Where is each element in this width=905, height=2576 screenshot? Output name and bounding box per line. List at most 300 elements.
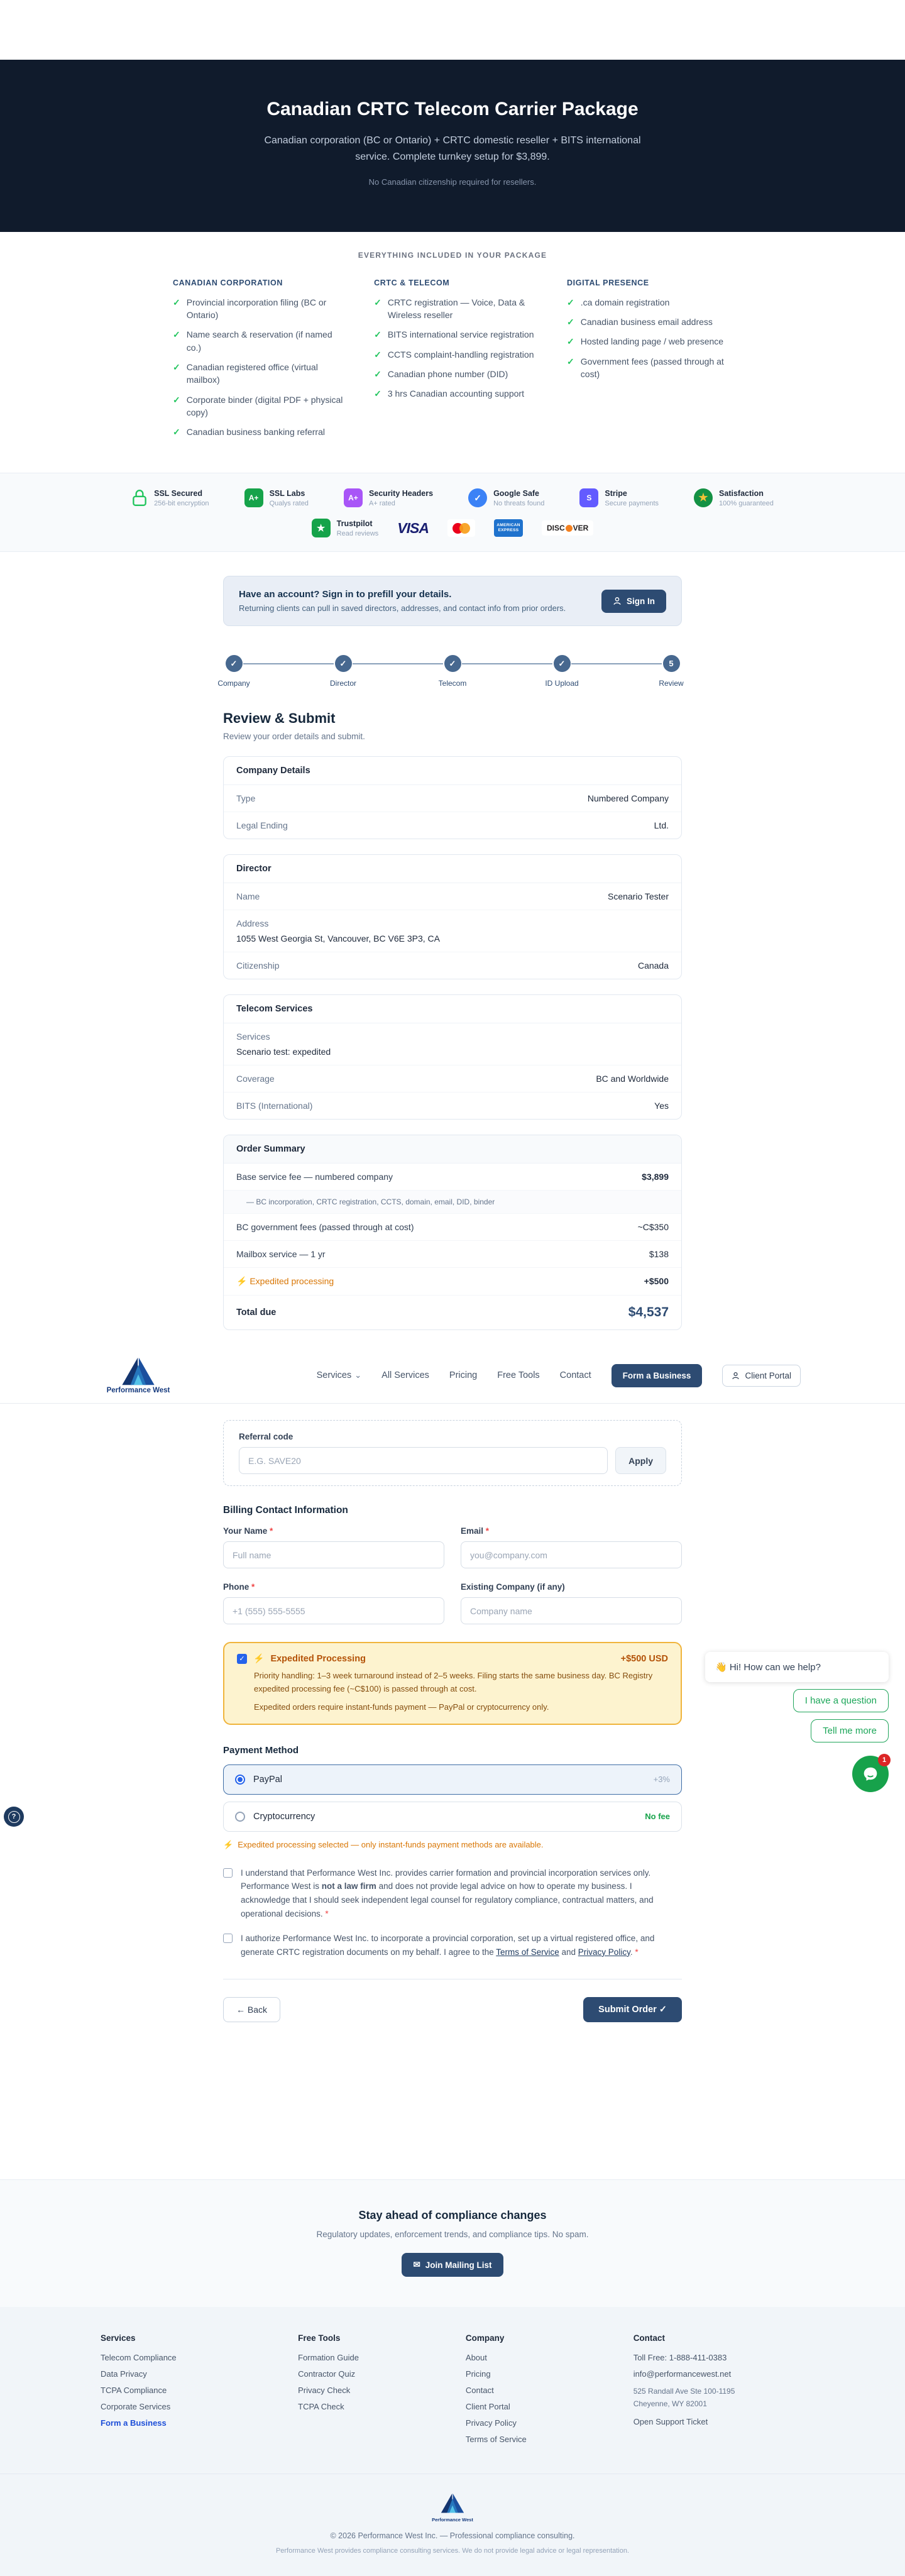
step-director[interactable] (330, 655, 357, 688)
mailing-title: Stay ahead of compliance changes (358, 2209, 547, 2222)
list-item-text: 3 hrs Canadian accounting support (387, 388, 524, 399)
list-item (567, 335, 732, 348)
payment-option-crypto[interactable] (223, 1802, 682, 1832)
step-circle: ✓ (226, 655, 243, 672)
badge-sub: Read reviews (336, 529, 379, 537)
footer-brand-name: Performance West (432, 2517, 473, 2523)
nav-label: Pricing (449, 1370, 478, 1381)
lightning-icon: ⚡ (236, 1276, 248, 1287)
required-asterisk: * (325, 1908, 329, 1918)
nav-label: All Services (381, 1370, 429, 1381)
hero-section (0, 60, 905, 232)
ack-text (241, 1866, 682, 1920)
payment-option-label: PayPal (253, 1774, 282, 1785)
trust-badges-row (0, 488, 905, 507)
trust-strip (0, 473, 905, 552)
field-label (461, 1526, 682, 1536)
summary-total-row (224, 1296, 681, 1329)
row-label: Address (236, 918, 269, 929)
chat-quick-reply-question[interactable]: I have a question (793, 1689, 889, 1712)
apply-referral-button[interactable]: Apply (615, 1447, 666, 1474)
row-label: Base service fee — numbered company (236, 1172, 393, 1182)
expedited-payment-note: Expedited orders require instant-funds payment — PayPal or cryptocurrency only. (254, 1702, 549, 1712)
detail-row (224, 910, 681, 952)
expedited-title-row (237, 1653, 668, 1664)
footer-copyright: © 2026 Performance West Inc. — Professional compliance consulting. (330, 2531, 575, 2541)
signin-title: Have an account? Sign in to prefill your details. (239, 589, 452, 600)
step-connector (353, 663, 443, 664)
included-col-digital (567, 278, 732, 446)
row-label: BITS (International) (236, 1101, 313, 1111)
row-value: BC and Worldwide (596, 1074, 669, 1084)
lightning-icon: ⚡ (253, 1653, 265, 1664)
detail-row (224, 883, 681, 910)
badge-satisfaction (694, 488, 774, 507)
trustpilot-icon: ★ (312, 519, 331, 537)
detail-row (224, 812, 681, 839)
badge-name: SSL Labs (269, 488, 305, 498)
ack-text-bold: not a law firm (321, 1881, 376, 1891)
footer-link-contractor-quiz[interactable]: Contractor Quiz (298, 2369, 356, 2379)
badge-sub: Qualys rated (269, 499, 309, 507)
list-item (567, 296, 732, 309)
included-col-title: DIGITAL PRESENCE (567, 278, 649, 287)
list-item-text: CRTC registration — Voice, Data & Wireless reseller (387, 297, 525, 321)
list-item (173, 426, 346, 438)
included-col-corporation (173, 278, 346, 446)
site-navbar (0, 1348, 905, 1404)
ack-text-part: I understand that Performance West Inc. provides carrier formation and provincial incorporation services only. Performance West is (241, 1868, 651, 1891)
list-item (173, 296, 346, 322)
included-col-telecom (374, 278, 539, 446)
summary-row-expedited (224, 1268, 681, 1296)
row-value: $138 (649, 1249, 669, 1260)
badge-google-safe (468, 488, 544, 507)
discover-logo (542, 520, 593, 536)
payment-restriction-note (223, 1840, 682, 1850)
check-icon: ✓ (567, 317, 574, 328)
field-label (223, 1582, 444, 1592)
expedited-processing-box (223, 1642, 682, 1724)
payment-option-paypal[interactable] (223, 1764, 682, 1795)
row-value: Numbered Company (587, 793, 669, 804)
card-title: Director (224, 855, 681, 883)
step-circle: 5 (663, 655, 680, 672)
field-label-text: Phone (223, 1582, 250, 1592)
chat-launcher-button[interactable] (852, 1756, 889, 1792)
required-asterisk: * (635, 1947, 639, 1957)
footer-link-pricing[interactable]: Pricing (465, 2369, 491, 2379)
director-card (223, 854, 682, 979)
nav-item-free-tools[interactable] (497, 1370, 539, 1380)
footer-link-tcpa-compliance[interactable]: TCPA Compliance (101, 2386, 167, 2396)
footer-address (634, 2386, 804, 2409)
row-label: Legal Ending (236, 820, 288, 831)
list-item-text: Provincial incorporation filing (BC or Ontario) (186, 297, 327, 321)
summary-base-note: — BC incorporation, CRTC registration, CCTS, domain, email, DID, binder (224, 1191, 681, 1214)
privacy-policy-link[interactable]: Privacy Policy (578, 1947, 630, 1957)
footer-email-link[interactable]: info@performancewest.net (633, 2369, 732, 2379)
footer-link-client-portal[interactable]: Client Portal (465, 2402, 510, 2412)
step-company[interactable] (217, 655, 250, 688)
footer-link-privacy-policy[interactable]: Privacy Policy (465, 2418, 517, 2428)
included-col-title: CRTC & TELECOM (374, 278, 450, 287)
row-value: Ltd. (654, 820, 669, 831)
badge-security-headers (344, 488, 433, 507)
visa-logo: VISA (397, 519, 429, 536)
footer-link-tcpa-check[interactable]: TCPA Check (298, 2402, 344, 2412)
expedited-description: Priority handling: 1–3 week turnaround instead of 2–5 weeks. Filing starts the same business day. BC Registry expedited processing fee (~C$100) is passed through at cost. (254, 1671, 653, 1693)
summary-row-gov-fees (224, 1214, 681, 1241)
step-connector (571, 663, 662, 664)
list-item-text: BITS international service registration (387, 329, 534, 340)
google-safe-badge-icon: ✓ (468, 488, 487, 507)
satisfaction-badge-icon: ★ (694, 488, 713, 507)
referral-code-input[interactable] (239, 1447, 608, 1474)
footer-col-title: Contact (633, 2333, 665, 2343)
check-icon: ✓ (173, 329, 180, 340)
footer-disclaimer: Performance West provides compliance consulting services. We do not provide legal advice or legal representation. (275, 2547, 630, 2555)
row-value: $3,899 (642, 1172, 669, 1182)
badge-name: Stripe (605, 488, 627, 498)
telecom-services-card (223, 994, 682, 1120)
check-icon: ✓ (173, 361, 180, 372)
list-item (567, 355, 732, 381)
row-label: Type (236, 793, 256, 804)
check-icon: ✓ (374, 297, 381, 307)
detail-row (224, 1023, 681, 1065)
list-item-text: Government fees (passed through at cost) (580, 356, 724, 379)
list-item (374, 387, 539, 400)
expedited-title: Expedited Processing (270, 1653, 366, 1664)
footer-link-corporate-services[interactable]: Corporate Services (101, 2402, 171, 2412)
billing-form-grid (223, 1526, 682, 1624)
check-icon: ✓ (173, 297, 180, 307)
discover-dot (566, 525, 573, 532)
brand-name: Performance West (106, 1386, 170, 1394)
row-label: Services (236, 1032, 270, 1042)
step-connector (462, 663, 552, 664)
phone-input[interactable] (223, 1597, 444, 1624)
payment-fee: +3% (653, 1775, 670, 1785)
email-input[interactable] (461, 1541, 682, 1568)
chat-quick-reply-more[interactable]: Tell me more (811, 1719, 889, 1742)
mail-icon: ✉ (413, 2260, 420, 2270)
badge-trustpilot[interactable] (312, 519, 379, 537)
footer-open-support-ticket-link[interactable]: Open Support Ticket (633, 2416, 708, 2426)
person-icon (732, 1372, 740, 1380)
footer-link-privacy-check[interactable]: Privacy Check (298, 2386, 351, 2396)
performance-west-logo-icon (440, 2493, 465, 2514)
terms-of-service-link[interactable]: Terms of Service (496, 1947, 559, 1957)
mastercard-logo (447, 519, 475, 537)
card-title: Order Summary (224, 1135, 681, 1164)
amex-text: AMERICAN (496, 523, 520, 528)
detail-row (224, 1093, 681, 1119)
ack-text-part: and does not provide legal advice on how to operate my business. I acknowledge that I should seek independent legal counsel for regulatory compliance, contractual matters, and operational decisions. (241, 1881, 654, 1918)
footer-link-about[interactable]: About (465, 2353, 487, 2363)
portal-label: Client Portal (745, 1370, 791, 1380)
footer-col-contact (634, 2333, 804, 2451)
check-icon: ✓ (567, 356, 574, 366)
question-icon: ? (8, 1811, 20, 1823)
acknowledgement-authorize (223, 1932, 682, 1959)
required-asterisk: * (251, 1582, 255, 1592)
lock-icon (131, 488, 148, 507)
detail-row (224, 785, 681, 812)
navbar-inner (104, 1348, 801, 1403)
nav-item-contact[interactable] (560, 1370, 591, 1380)
signin-text (239, 589, 566, 613)
badge-sub: 256-bit encryption (154, 499, 209, 507)
included-section (0, 232, 905, 473)
list-item-text: Canadian phone number (DID) (387, 368, 508, 379)
nav-links (317, 1364, 801, 1387)
hero-subtitle: Canadian corporation (BC or Ontario) + CRTC domestic reseller + BITS international service. Complete turnkey setup for $3,899. (264, 135, 641, 163)
radio-icon (235, 1812, 245, 1822)
expedited-label: Expedited processing (250, 1276, 334, 1287)
top-spacer (0, 0, 905, 60)
progress-stepper (217, 655, 684, 688)
badge-name: SSL Secured (154, 488, 202, 498)
back-button[interactable]: ← Back (223, 1997, 280, 2022)
step-label: ID Upload (545, 679, 579, 688)
mailing-list-section (0, 2179, 905, 2307)
referral-row (239, 1447, 666, 1474)
brand-logo[interactable] (104, 1357, 172, 1394)
form-a-business-button[interactable] (612, 1364, 703, 1387)
check-icon: ✓ (374, 329, 381, 340)
row-value: 1055 West Georgia St, Vancouver, BC V6E 3P3, CA (236, 933, 440, 944)
required-asterisk: * (270, 1526, 273, 1536)
row-label: Name (236, 891, 260, 902)
detail-row (224, 1065, 681, 1093)
field-label (461, 1582, 682, 1592)
row-label (236, 1276, 334, 1287)
check-icon: ✓ (567, 297, 574, 307)
row-label: Citizenship (236, 960, 280, 971)
step-telecom[interactable] (438, 655, 467, 688)
field-label-text: Email (461, 1526, 484, 1536)
footer-col-title: Company (465, 2333, 505, 2343)
step-circle: ✓ (444, 655, 461, 672)
required-asterisk: * (485, 1526, 490, 1536)
detail-row (224, 952, 681, 979)
badge-stripe (579, 488, 659, 507)
footer-columns (101, 2333, 804, 2451)
sign-in-label: Sign In (627, 596, 655, 606)
signin-subtitle: Returning clients can pull in saved directors, addresses, and contact info from prior orders. (239, 603, 566, 614)
radio-selected-icon (235, 1775, 245, 1785)
nav-item-services[interactable]: Services ⌄ (316, 1370, 362, 1381)
list-item-text: Canadian registered office (virtual mailbox) (186, 361, 318, 385)
list-item (173, 361, 346, 387)
security-headers-badge-icon: A+ (344, 488, 363, 507)
list-item-text: Name search & reservation (if named co.) (186, 329, 332, 353)
footer-address-line1: 525 Randall Ave Ste 100-1195 (633, 2387, 735, 2396)
chat-unread-badge: 1 (878, 1754, 891, 1766)
list-item (173, 328, 346, 354)
step-review[interactable] (659, 655, 684, 688)
cta-label: Form a Business (622, 1370, 691, 1380)
footer (0, 2307, 905, 2576)
sign-in-button[interactable] (601, 590, 666, 613)
signin-banner (223, 576, 682, 626)
referral-box (223, 1420, 682, 1486)
included-col-title: CANADIAN CORPORATION (173, 278, 283, 287)
row-value: ~C$350 (637, 1222, 669, 1233)
hero-title: Canadian CRTC Telecom Carrier Package (266, 99, 639, 119)
footer-col-free-tools (298, 2333, 447, 2451)
billing-heading: Billing Contact Information (223, 1505, 348, 1516)
step-circle: ✓ (554, 655, 571, 672)
step-label: Director (330, 679, 357, 688)
lightning-icon: ⚡ (223, 1839, 234, 1849)
step-connector (243, 663, 334, 664)
payment-option-label: Cryptocurrency (253, 1811, 315, 1822)
order-summary-card (223, 1135, 682, 1330)
ack-text-part: and (559, 1947, 578, 1957)
existing-company-input[interactable] (461, 1597, 682, 1624)
form-actions (223, 1979, 682, 2022)
list-item (567, 316, 732, 328)
step-label: Company (217, 679, 250, 688)
field-label (223, 1526, 444, 1536)
stripe-badge-icon: S (579, 488, 598, 507)
page-subtitle: Review your order details and submit. (223, 732, 365, 742)
list-item (374, 296, 539, 322)
footer-col-services (101, 2333, 279, 2451)
badge-sub: A+ rated (368, 499, 395, 507)
footer-link-form-a-business[interactable]: Form a Business (101, 2418, 167, 2428)
ack-text-part: . (630, 1947, 635, 1957)
payment-logos-row (0, 519, 905, 537)
footer-link-formation-guide[interactable]: Formation Guide (298, 2353, 359, 2363)
payment-note-text: Expedited processing selected — only instant-funds payment methods are available. (238, 1840, 544, 1850)
footer-col-title: Services (101, 2333, 136, 2343)
payment-fee: No fee (645, 1812, 670, 1822)
submit-order-button[interactable]: Submit Order ✓ (583, 1997, 682, 2022)
included-heading: EVERYTHING INCLUDED IN YOUR PACKAGE (358, 250, 547, 260)
footer-col-title: Free Tools (298, 2333, 341, 2343)
summary-row-mailbox (224, 1241, 681, 1268)
step-id-upload[interactable] (545, 655, 579, 688)
checkout-main (217, 576, 684, 1330)
row-value: Scenario test: expedited (236, 1047, 331, 1057)
badge-name: Security Headers (368, 488, 434, 498)
badge-sub: Secure payments (605, 499, 659, 507)
footer-link-data-privacy[interactable]: Data Privacy (101, 2369, 147, 2379)
footer-col-company (466, 2333, 615, 2451)
field-phone (223, 1582, 444, 1624)
list-item-text: Canadian business email address (580, 317, 713, 328)
list-item (374, 328, 539, 341)
badge-name: Satisfaction (719, 488, 764, 498)
row-label: Mailbox service — 1 yr (236, 1249, 326, 1260)
row-value: +$500 (644, 1276, 669, 1287)
ack-checkbox[interactable] (223, 1934, 233, 1943)
badge-name: Google Safe (493, 488, 540, 498)
field-existing-company (461, 1582, 682, 1624)
badge-sub: No threats found (493, 499, 545, 507)
summary-row-base-fee (224, 1164, 681, 1191)
performance-west-logo-icon (120, 1357, 156, 1386)
footer-link-contact[interactable]: Contact (465, 2386, 494, 2396)
check-icon: ✓ (374, 388, 381, 399)
field-email (461, 1526, 682, 1568)
person-icon (613, 597, 622, 605)
list-item (374, 368, 539, 380)
amex-text: EXPRESS (498, 528, 519, 533)
ack-text-part: I authorize Performance West Inc. to incorporate a provincial corporation, set up a virtual registered office, and generate CRTC registration documents on my behalf. I agree to the (241, 1934, 655, 1957)
list-item (173, 394, 346, 419)
footer-bottom (0, 2474, 905, 2555)
card-title: Company Details (224, 757, 681, 785)
check-icon: ✓ (567, 336, 574, 347)
list-item-text: Corporate binder (digital PDF + physical copy) (186, 394, 343, 417)
row-value: Scenario Tester (607, 891, 669, 902)
check-icon: ✓ (173, 427, 180, 438)
check-icon: ✓ (173, 394, 180, 405)
mailing-button-label: Join Mailing List (425, 2260, 492, 2270)
your-name-input[interactable] (223, 1541, 444, 1568)
ssl-labs-badge-icon: A+ (244, 488, 263, 507)
badge-ssl-secured (131, 488, 209, 507)
footer-link-telecom-compliance[interactable]: Telecom Compliance (101, 2353, 177, 2363)
total-value: $4,537 (628, 1305, 669, 1320)
field-label-text: Existing Company (if any) (461, 1582, 565, 1592)
ack-text (241, 1932, 682, 1959)
total-label: Total due (236, 1307, 277, 1318)
payment-method-heading: Payment Method (223, 1744, 299, 1756)
hero-note: No Canadian citizenship required for resellers. (368, 177, 537, 187)
mailing-subtitle: Regulatory updates, enforcement trends, and compliance tips. No spam. (316, 2230, 589, 2240)
list-item-text: .ca domain registration (580, 297, 670, 307)
included-grid (173, 278, 732, 446)
list-item-text: CCTS complaint-handling registration (387, 349, 534, 360)
acknowledgement-not-law-firm (223, 1866, 682, 1920)
list-item-text: Hosted landing page / web presence (580, 336, 724, 347)
join-mailing-list-button[interactable] (402, 2253, 503, 2277)
field-your-name (223, 1526, 444, 1568)
footer-address-line2: Cheyenne, WY 82001 (633, 2399, 707, 2408)
nav-label: Contact (559, 1370, 591, 1381)
check-icon: ✓ (374, 349, 381, 360)
badge-sub: 100% guaranteed (719, 499, 774, 507)
nav-item-all-services[interactable] (381, 1370, 429, 1380)
nav-item-pricing[interactable] (449, 1370, 477, 1380)
discover-text: DISC (546, 524, 565, 533)
list-item-text: Canadian business banking referral (186, 427, 325, 438)
card-title: Telecom Services (224, 995, 681, 1023)
ack-checkbox[interactable] (223, 1868, 233, 1878)
expedited-checkbox[interactable]: ✓ (237, 1654, 247, 1664)
page-title: Review & Submit (223, 710, 336, 727)
footer-link-terms-of-service[interactable]: Terms of Service (465, 2435, 527, 2445)
nav-label: Services (316, 1370, 352, 1381)
footer-logo (0, 2493, 905, 2523)
amex-logo (494, 519, 523, 537)
footer-phone-link[interactable]: Toll Free: 1-888-411-0383 (633, 2353, 727, 2363)
step-label: Review (659, 679, 684, 688)
row-label: Coverage (236, 1074, 275, 1084)
chat-bubble-icon (861, 1764, 880, 1783)
help-floating-button[interactable] (4, 1807, 24, 1827)
checkout-form (223, 1420, 682, 2022)
referral-label: Referral code (239, 1432, 293, 1442)
row-label: BC government fees (passed through at cost) (236, 1222, 414, 1233)
client-portal-button[interactable] (722, 1365, 801, 1387)
